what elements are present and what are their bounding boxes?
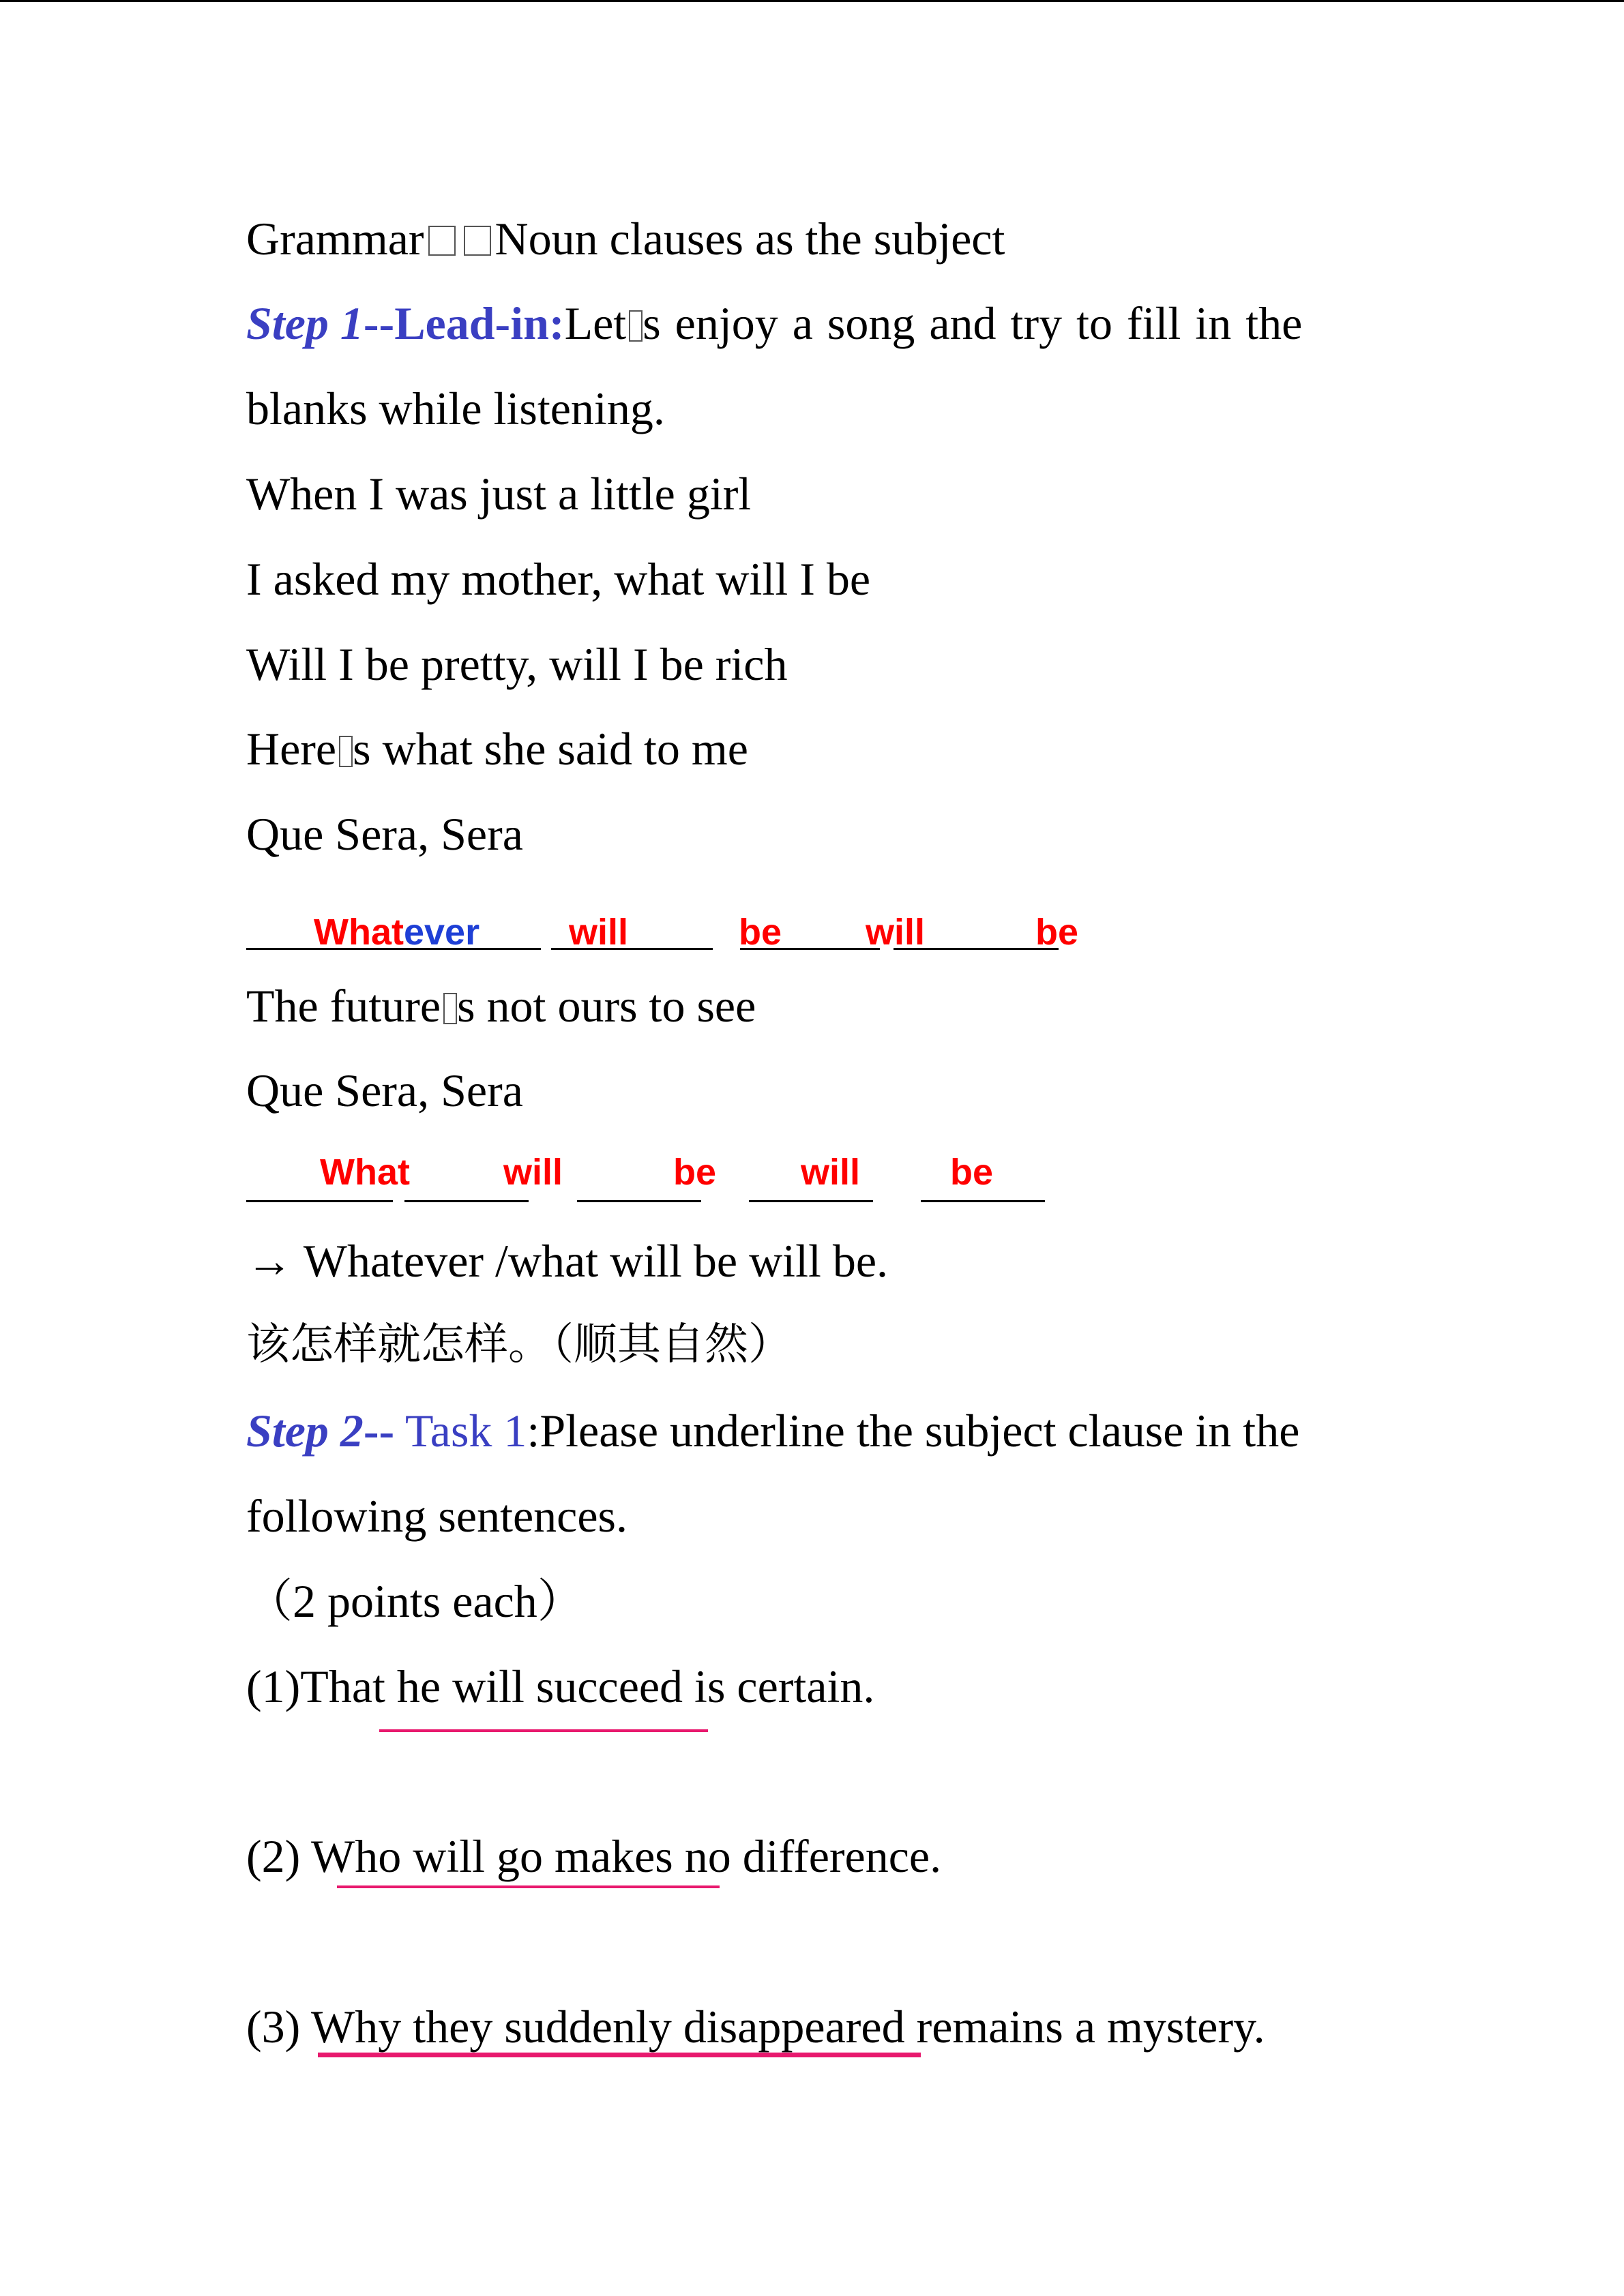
chinese-line: 该怎样就怎样。（顺其自然）: [246, 1320, 792, 1370]
step2-label: Step 2--: [246, 1405, 395, 1457]
missing-glyph-box: [464, 226, 491, 256]
missing-glyph-box: [428, 226, 456, 256]
blank-9: [921, 1200, 1045, 1202]
answer-be-3: be: [673, 1152, 717, 1193]
task-label: Task 1: [394, 1405, 527, 1457]
answer-will-2: will: [866, 912, 926, 953]
step1-line-2: blanks while listening.: [246, 383, 665, 434]
lyric-line-3: Will I be pretty, will I be rich: [246, 638, 788, 690]
arrow-line: → Whatever /what will be will be.: [246, 1235, 889, 1287]
underline-1: [379, 1729, 708, 1732]
step1-label: Step 1--Lead-in:: [246, 297, 565, 349]
page-title: [246, 213, 1005, 265]
lyric-line-1: When I was just a little girl: [246, 468, 752, 520]
answer-will-3: will: [503, 1152, 563, 1193]
lyric-line-2: I asked my mother, what will I be: [246, 553, 871, 605]
sentence-2: (2) Who will go makes no difference.: [246, 1830, 942, 1882]
answer-be-2: be: [1035, 912, 1079, 953]
step1-text-a: Let: [564, 297, 627, 349]
step2-line: [246, 1405, 1300, 1457]
answer-be-4: be: [950, 1152, 994, 1193]
underline-3: [318, 2053, 921, 2057]
blank-7: [577, 1200, 701, 1202]
lyric-line-5: Que Sera, Sera: [246, 808, 523, 860]
answer-will-1: will: [569, 912, 629, 953]
answer-will-4: will: [801, 1152, 861, 1193]
answer-be-1: be: [739, 912, 782, 953]
sentence-3: (3) Why they suddenly disappeared remains a mystery.: [246, 2001, 1265, 2053]
lyric-line-4: Here s what she said to me: [246, 723, 748, 775]
sentence-1: (1)That he will succeed is certain.: [246, 1660, 875, 1712]
answer-whatever: Whatever: [314, 912, 480, 953]
step2-line-2: following sentences.: [246, 1490, 628, 1542]
missing-glyph-box: [443, 993, 457, 1024]
blank-8: [749, 1200, 873, 1202]
blank-6: [404, 1200, 529, 1202]
step2-text-a: :Please underline the subject clause in the: [527, 1405, 1300, 1457]
missing-glyph-box: [629, 310, 643, 342]
lyric-line-6: The future s not ours to see: [246, 980, 756, 1032]
underline-2: [337, 1885, 720, 1888]
answer-what: What: [320, 1152, 410, 1193]
lyric-line-7: Que Sera, Sera: [246, 1064, 523, 1116]
step1-line: [246, 297, 1303, 349]
missing-glyph-box: [339, 736, 353, 767]
title-suffix: Noun clauses as the subject: [494, 213, 1005, 265]
title-prefix: Grammar: [246, 213, 424, 265]
blank-5: [246, 1200, 393, 1202]
step1-text-b: s enjoy a song and try to fill in the: [643, 297, 1303, 349]
points-note: （2 points each）: [246, 1575, 584, 1627]
top-border: [0, 0, 1624, 2]
